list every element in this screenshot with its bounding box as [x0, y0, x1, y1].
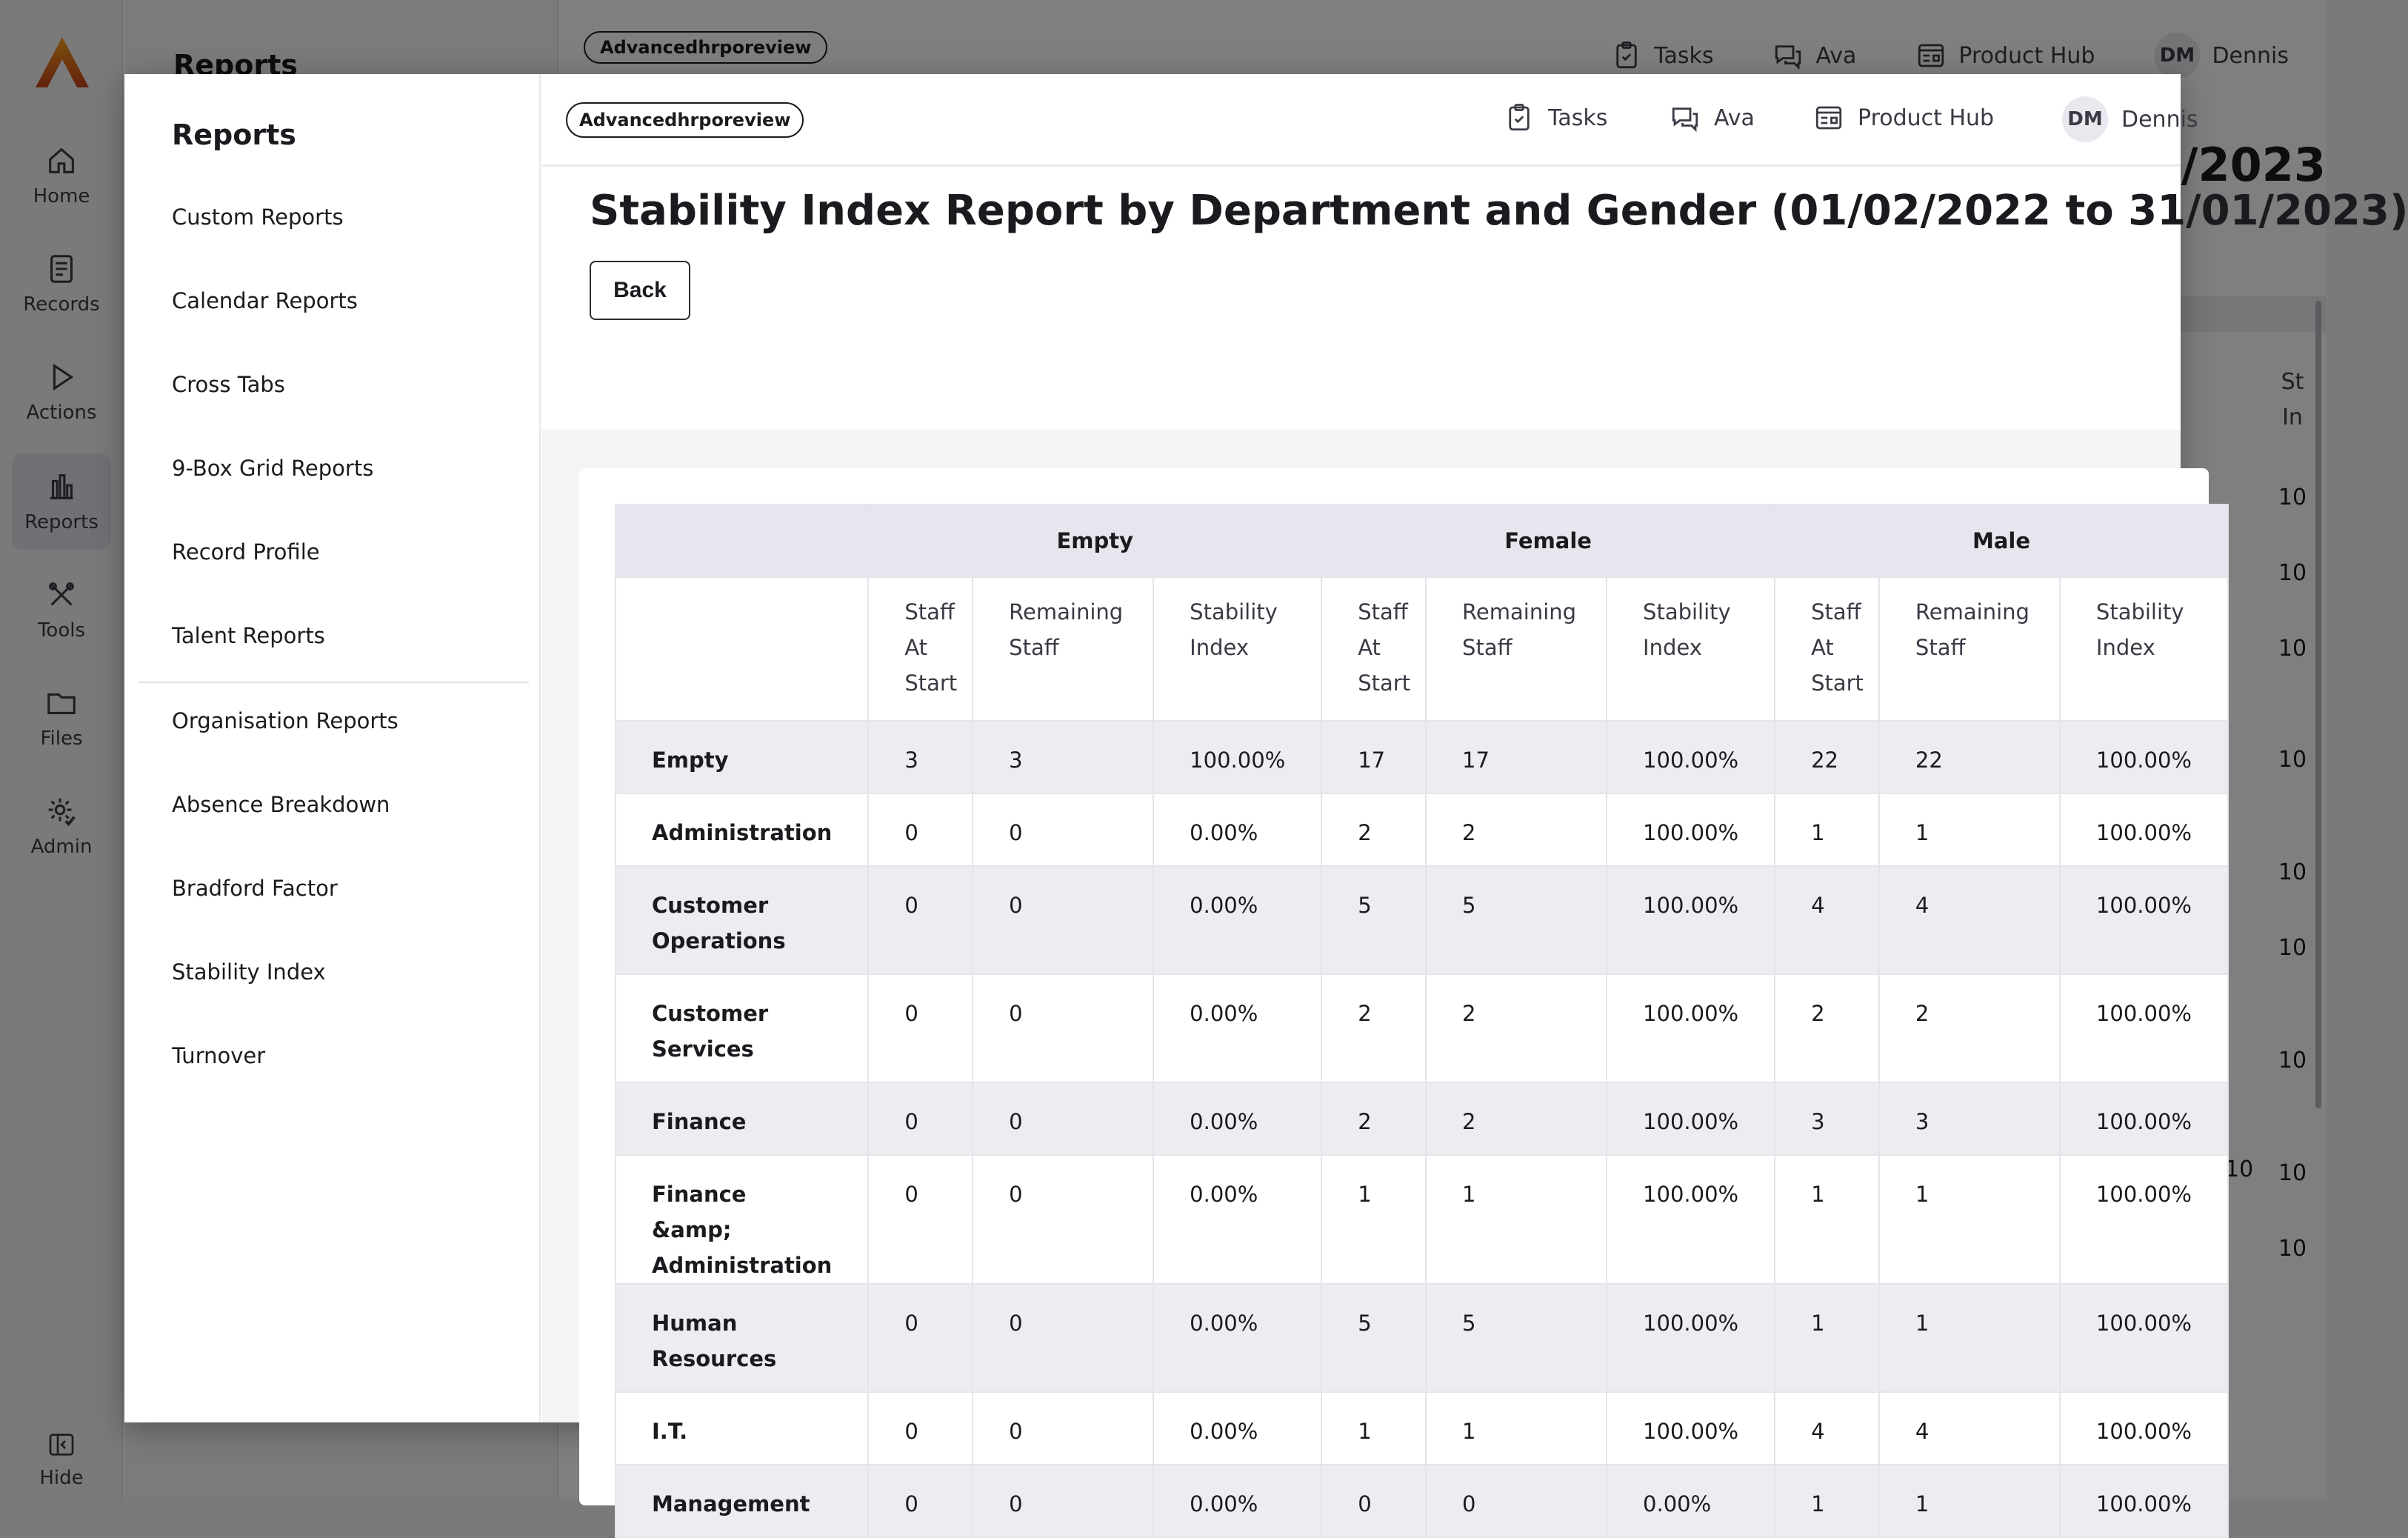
user-name: Dennis [2121, 106, 2198, 133]
value-cell: 100.00% [1607, 1392, 1775, 1465]
department-cell: Administration [616, 793, 868, 866]
clipboard-icon [1504, 102, 1535, 133]
department-cell: Finance [616, 1082, 868, 1155]
col-header: Staff At Start [1775, 577, 1879, 721]
menu-bradford-factor[interactable]: Bradford Factor [172, 876, 338, 901]
value-cell: 100.00% [1607, 793, 1775, 866]
value-cell: 0 [973, 1465, 1153, 1537]
value-cell: 100.00% [1607, 721, 1775, 793]
avatar: DM [2062, 96, 2108, 142]
menu-turnover[interactable]: Turnover [172, 1043, 266, 1068]
value-cell: 4 [1879, 1392, 2060, 1465]
value-cell: 0.00% [1153, 793, 1321, 866]
value-cell: 4 [1775, 866, 1879, 974]
value-cell: 5 [1321, 866, 1426, 974]
value-cell: 1 [1879, 1465, 2060, 1537]
table-row [616, 1082, 2228, 1155]
table-row [616, 793, 2228, 866]
menu-cross-tabs[interactable]: Cross Tabs [172, 372, 285, 397]
value-cell: 100.00% [1607, 1155, 1775, 1284]
table-row [616, 1465, 2228, 1537]
col-header: Staff At Start [1321, 577, 1426, 721]
value-cell: 0 [868, 1155, 973, 1284]
value-cell: 2 [1321, 1082, 1426, 1155]
value-cell: 100.00% [2060, 721, 2228, 793]
col-header: Stability Index [1153, 577, 1321, 721]
value-cell: 2 [1426, 1082, 1607, 1155]
value-cell: 1 [1775, 793, 1879, 866]
value-cell: 1 [1321, 1155, 1426, 1284]
value-cell: 100.00% [1607, 974, 1775, 1082]
dept-header [616, 577, 868, 721]
value-cell: 0 [1426, 1465, 1607, 1537]
user-menu[interactable] [2062, 96, 2198, 142]
value-cell: 17 [1426, 721, 1607, 793]
value-cell: 3 [1879, 1082, 2060, 1155]
col-header: Remaining Staff [973, 577, 1153, 721]
value-cell: 2 [1426, 793, 1607, 866]
value-cell: 100.00% [1607, 1082, 1775, 1155]
ava-link[interactable] [1670, 102, 1755, 133]
value-cell: 0 [973, 974, 1153, 1082]
value-cell: 100.00% [2060, 1284, 2228, 1392]
menu-absence-breakdown[interactable]: Absence Breakdown [172, 792, 390, 817]
group-empty: Empty [868, 505, 1321, 577]
page-title: Stability Index Report by Department and Gender (01/02/2022 to 31/01/2023) [590, 187, 2408, 235]
report-modal [124, 74, 2408, 1517]
group-header-row [616, 505, 2228, 577]
modal-main [542, 74, 2408, 1517]
value-cell: 0 [973, 1082, 1153, 1155]
menu-divider [138, 682, 529, 683]
menu-talent-reports[interactable]: Talent Reports [172, 623, 325, 648]
value-cell: 0.00% [1153, 1465, 1321, 1537]
value-cell: 3 [1775, 1082, 1879, 1155]
menu-calendar-reports[interactable]: Calendar Reports [172, 288, 358, 313]
corner-cell [616, 505, 868, 577]
value-cell: 2 [1775, 974, 1879, 1082]
col-header: Remaining Staff [1879, 577, 2060, 721]
value-cell: 5 [1426, 1284, 1607, 1392]
value-cell: 2 [1321, 974, 1426, 1082]
tasks-link[interactable] [1504, 102, 1607, 133]
value-cell: 0 [868, 1284, 973, 1392]
value-cell: 1 [1775, 1284, 1879, 1392]
table-row [616, 866, 2228, 974]
value-cell: 1 [1775, 1465, 1879, 1537]
chat-icon [1670, 102, 1701, 133]
modal-topbar [542, 74, 2198, 166]
value-cell: 1 [1879, 1284, 2060, 1392]
value-cell: 22 [1879, 721, 2060, 793]
stability-index-table [615, 504, 2229, 1538]
group-female: Female [1321, 505, 1775, 577]
value-cell: 0 [868, 1392, 973, 1465]
value-cell: 3 [868, 721, 973, 793]
hub-icon [1813, 102, 1844, 133]
menu-custom-reports[interactable]: Custom Reports [172, 204, 344, 230]
value-cell: 0.00% [1153, 974, 1321, 1082]
environment-chip[interactable]: Advancedhrporeview [566, 102, 804, 138]
department-cell: Customer Services [616, 974, 868, 1082]
modal-reports-sidebar [124, 74, 541, 1422]
menu-organisation-reports[interactable]: Organisation Reports [172, 708, 398, 733]
col-header: Stability Index [1607, 577, 1775, 721]
value-cell: 2 [1321, 793, 1426, 866]
tasks-label: Tasks [1548, 104, 1608, 131]
department-cell: Human Resources [616, 1284, 868, 1392]
value-cell: 0.00% [1607, 1465, 1775, 1537]
value-cell: 0 [973, 1392, 1153, 1465]
value-cell: 0.00% [1153, 1284, 1321, 1392]
menu-9-box-grid-reports[interactable]: 9-Box Grid Reports [172, 456, 374, 481]
value-cell: 0 [973, 866, 1153, 974]
value-cell: 0 [868, 793, 973, 866]
value-cell: 2 [1879, 974, 2060, 1082]
value-cell: 100.00% [2060, 793, 2228, 866]
modal-reports-title: Reports [172, 119, 296, 151]
value-cell: 0 [868, 866, 973, 974]
value-cell: 1 [1426, 1392, 1607, 1465]
value-cell: 22 [1775, 721, 1879, 793]
department-cell: Management [616, 1465, 868, 1537]
value-cell: 3 [973, 721, 1153, 793]
table-row [616, 721, 2228, 793]
value-cell: 1 [1775, 1155, 1879, 1284]
value-cell: 100.00% [1153, 721, 1321, 793]
value-cell: 0 [868, 1082, 973, 1155]
value-cell: 100.00% [1607, 1284, 1775, 1392]
value-cell: 0 [1321, 1465, 1426, 1537]
back-button[interactable]: Back [590, 261, 690, 320]
value-cell: 0 [868, 974, 973, 1082]
value-cell: 4 [1775, 1392, 1879, 1465]
value-cell: 1 [1879, 793, 2060, 866]
menu-stability-index[interactable]: Stability Index [172, 959, 326, 985]
value-cell: 0.00% [1153, 1392, 1321, 1465]
value-cell: 0.00% [1153, 1155, 1321, 1284]
value-cell: 0 [973, 793, 1153, 866]
col-header: Staff At Start [868, 577, 973, 721]
value-cell: 100.00% [2060, 1082, 2228, 1155]
table-row [616, 974, 2228, 1082]
value-cell: 5 [1426, 866, 1607, 974]
ava-label: Ava [1714, 104, 1755, 131]
table-body [616, 721, 2228, 1537]
table-row [616, 1392, 2228, 1465]
value-cell: 0.00% [1153, 1082, 1321, 1155]
col-header: Stability Index [2060, 577, 2228, 721]
value-cell: 100.00% [2060, 1392, 2228, 1465]
menu-record-profile[interactable]: Record Profile [172, 539, 320, 565]
value-cell: 1 [1321, 1392, 1426, 1465]
value-cell: 0.00% [1153, 866, 1321, 974]
table-row [616, 1284, 2228, 1392]
value-cell: 100.00% [1607, 866, 1775, 974]
value-cell: 100.00% [2060, 1465, 2228, 1537]
table-row [616, 1155, 2228, 1284]
value-cell: 1 [1426, 1155, 1607, 1284]
department-cell: I.T. [616, 1392, 868, 1465]
value-cell: 2 [1426, 974, 1607, 1082]
value-cell: 17 [1321, 721, 1426, 793]
report-table-wrapper [615, 504, 2229, 1538]
value-cell: 100.00% [2060, 866, 2228, 974]
report-card [579, 468, 2209, 1517]
value-cell: 4 [1879, 866, 2060, 974]
department-cell: Finance &amp; Administration [616, 1155, 868, 1284]
value-cell: 0 [973, 1155, 1153, 1284]
col-header: Remaining Staff [1426, 577, 1607, 721]
value-cell: 0 [973, 1284, 1153, 1392]
department-cell: Customer Operations [616, 866, 868, 974]
department-cell: Empty [616, 721, 868, 793]
value-cell: 0 [868, 1465, 973, 1537]
group-male: Male [1775, 505, 2228, 577]
value-cell: 100.00% [2060, 974, 2228, 1082]
product-hub-link[interactable] [1813, 102, 1994, 133]
product-hub-label: Product Hub [1858, 104, 1995, 131]
value-cell: 5 [1321, 1284, 1426, 1392]
value-cell: 100.00% [2060, 1155, 2228, 1284]
column-header-row [616, 577, 2228, 721]
value-cell: 1 [1879, 1155, 2060, 1284]
